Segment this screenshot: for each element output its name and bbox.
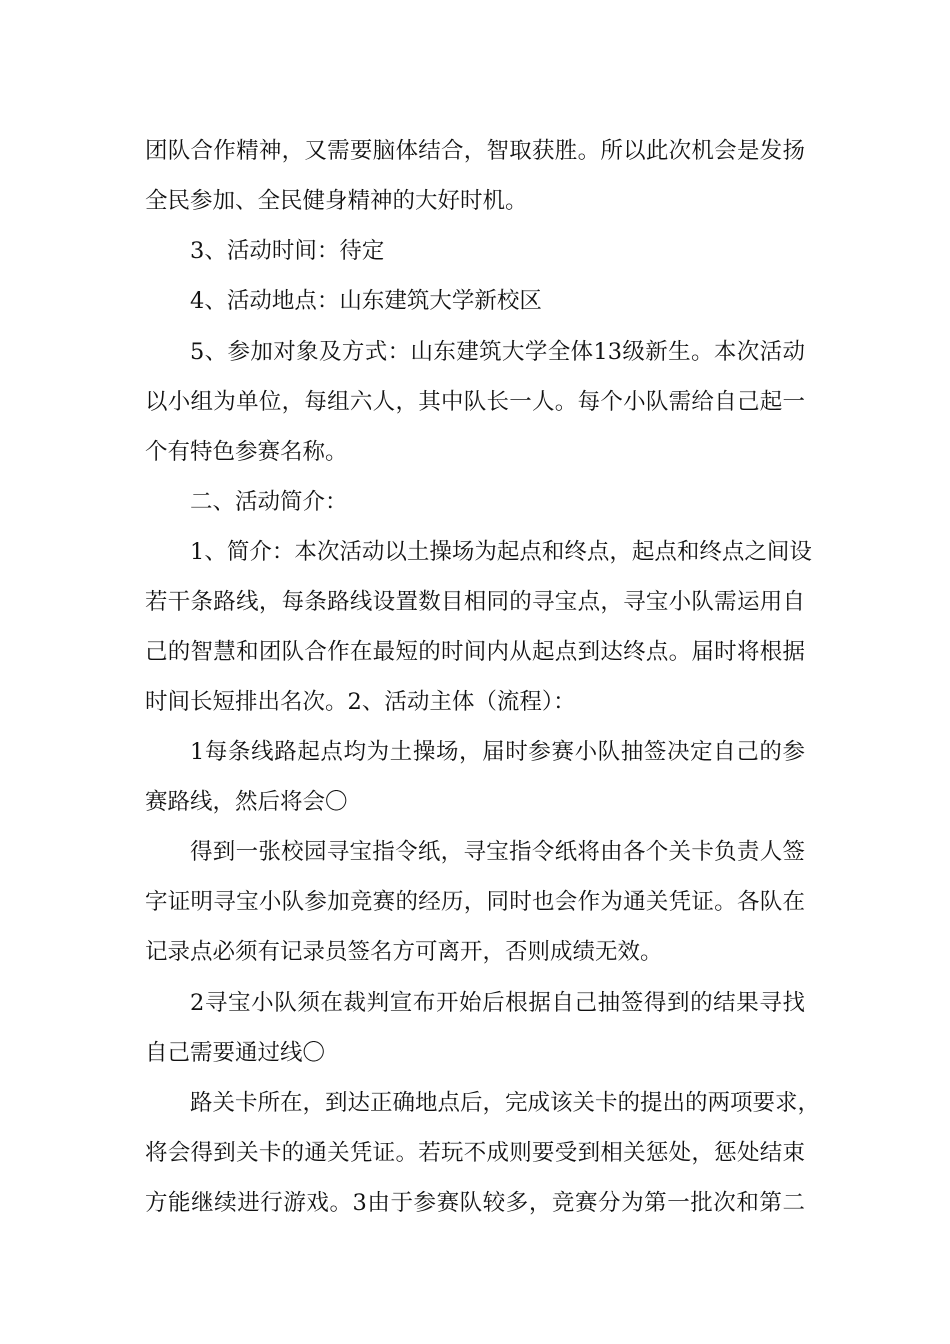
text-line-3: 3、活动时间：待定 bbox=[190, 238, 385, 264]
text-line-2: 全民参加、全民健身精神的大好时机。 bbox=[145, 188, 528, 214]
text-line-22: 方能继续进行游戏。3由于参赛队较多，竞赛分为第一批次和第二 bbox=[145, 1190, 805, 1216]
text-line-18: 2寻宝小队须在裁判宣布开始后根据自己抽签得到的结果寻找 bbox=[190, 990, 805, 1016]
text-line-9: 1、简介：本次活动以土操场为起点和终点，起点和终点之间设 bbox=[190, 539, 812, 565]
text-line-17: 记录点必须有记录员签名方可离开，否则成绩无效。 bbox=[145, 939, 663, 965]
text-line-15: 得到一张校园寻宝指令纸，寻宝指令纸将由各个关卡负责人签 bbox=[190, 839, 805, 865]
text-line-10: 若干条路线，每条路线设置数目相同的寻宝点，寻宝小队需运用自 bbox=[145, 589, 805, 615]
text-line-8: 二、活动简介： bbox=[190, 489, 348, 515]
text-line-20: 路关卡所在，到达正确地点后，完成该关卡的提出的两项要求， bbox=[190, 1090, 821, 1116]
text-line-1: 团队合作精神，又需要脑体结合，智取获胜。所以此次机会是发扬 bbox=[145, 138, 805, 164]
text-line-7: 个有特色参赛名称。 bbox=[145, 439, 348, 465]
text-line-12: 时间长短排出名次。2、活动主体（流程）： bbox=[145, 689, 576, 715]
text-line-13: 1每条线路起点均为土操场，届时参赛小队抽签决定自己的参 bbox=[190, 739, 805, 765]
text-line-21: 将会得到关卡的通关凭证。若玩不成则要受到相关惩处，惩处结束 bbox=[145, 1140, 805, 1166]
text-line-19: 自己需要通过线〇 bbox=[145, 1040, 326, 1066]
text-line-6: 以小组为单位，每组六人，其中队长一人。每个小队需给自己起一 bbox=[145, 389, 805, 415]
text-line-11: 己的智慧和团队合作在最短的时间内从起点到达终点。届时将根据 bbox=[145, 639, 805, 665]
text-line-5: 5、参加对象及方式：山东建筑大学全体13级新生。本次活动 bbox=[190, 339, 805, 365]
text-line-4: 4、活动地点：山东建筑大学新校区 bbox=[190, 288, 542, 314]
text-line-16: 字证明寻宝小队参加竞赛的经历，同时也会作为通关凭证。各队在 bbox=[145, 889, 805, 915]
text-line-14: 赛路线，然后将会〇 bbox=[145, 789, 348, 815]
